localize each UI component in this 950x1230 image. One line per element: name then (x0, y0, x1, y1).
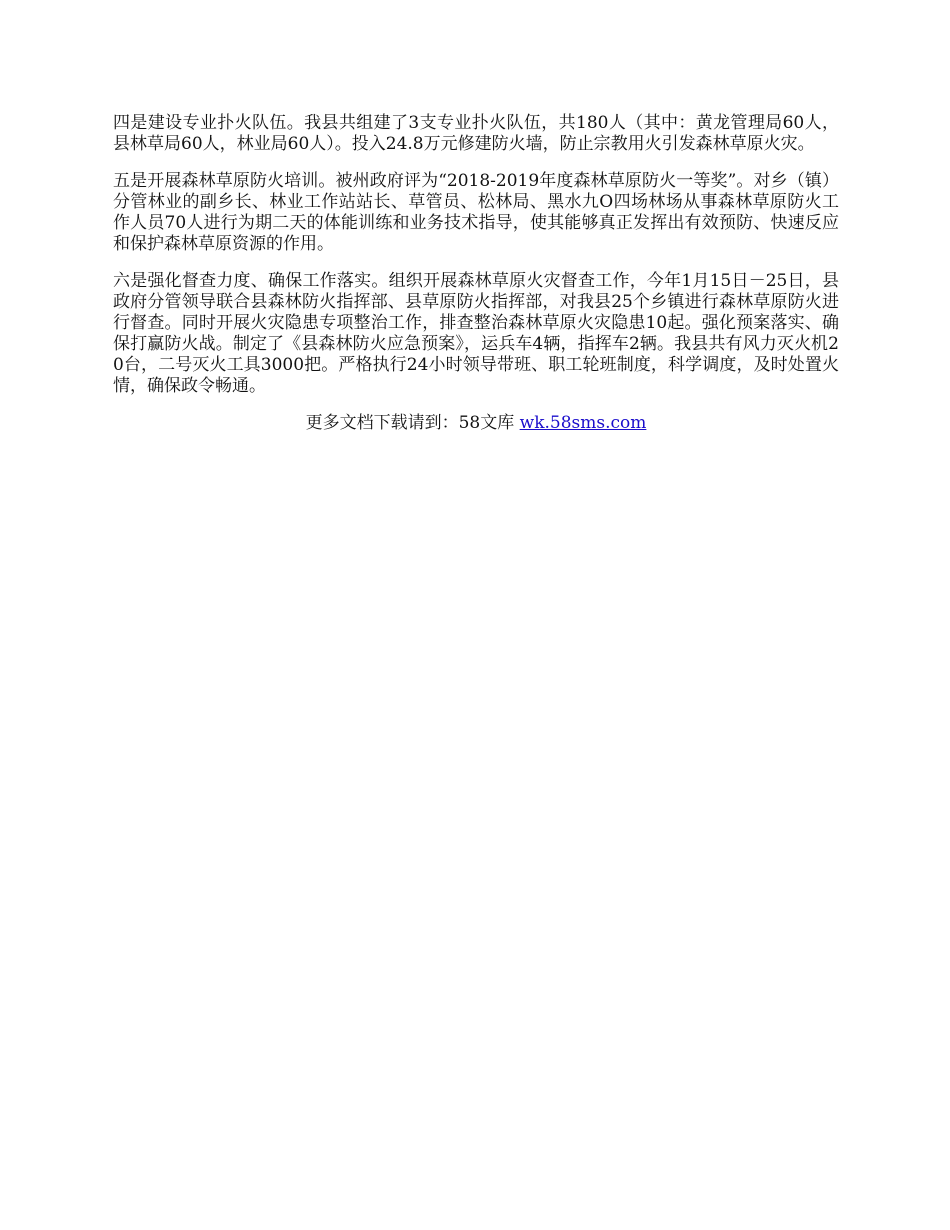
document-body (113, 113, 839, 434)
paragraph-fire-prevention-training: 五是开展森林草原防火培训。被州政府评为“2018-2019年度森林草原防火一等奖”。对乡（镇）分管林业的副乡长、林业工作站站长、草管员、松林局、黑水九O四场林场从事森林草原防火工作人员70人进行为期二天的体能训练和业务技术指导，使其能够真正发挥出有效预防、快速反应和保护森林草原资源的作用。 (113, 171, 839, 254)
paragraph-professional-firefighting-teams: 四是建设专业扑火队伍。我县共组建了3支专业扑火队伍，共180人（其中：黄龙管理局60人，县林草局60人，林业局60人）。投入24.8万元修建防火墙，防止宗教用火引发森林草原火灾。 (113, 113, 839, 154)
download-footer (113, 413, 839, 434)
paragraph-supervision-inspection: 六是强化督查力度、确保工作落实。组织开展森林草原火灾督查工作，今年1月15日－25日，县政府分管领导联合县森林防火指挥部、县草原防火指挥部，对我县25个乡镇进行森林草原防火进行督查。同时开展火灾隐患专项整治工作，排查整治森林草原火灾隐患10起。强化预案落实、确保打赢防火战。制定了《县森林防火应急预案》，运兵车4辆，指挥车2辆。我县共有风力灭火机20台，二号灭火工具3000把。严格执行24小时领导带班、职工轮班制度，科学调度，及时处置火情，确保政令畅通。 (113, 271, 839, 396)
footer-link[interactable]: wk.58sms.com (519, 413, 647, 433)
footer-text: 更多文档下载请到：58文库 (305, 413, 520, 433)
